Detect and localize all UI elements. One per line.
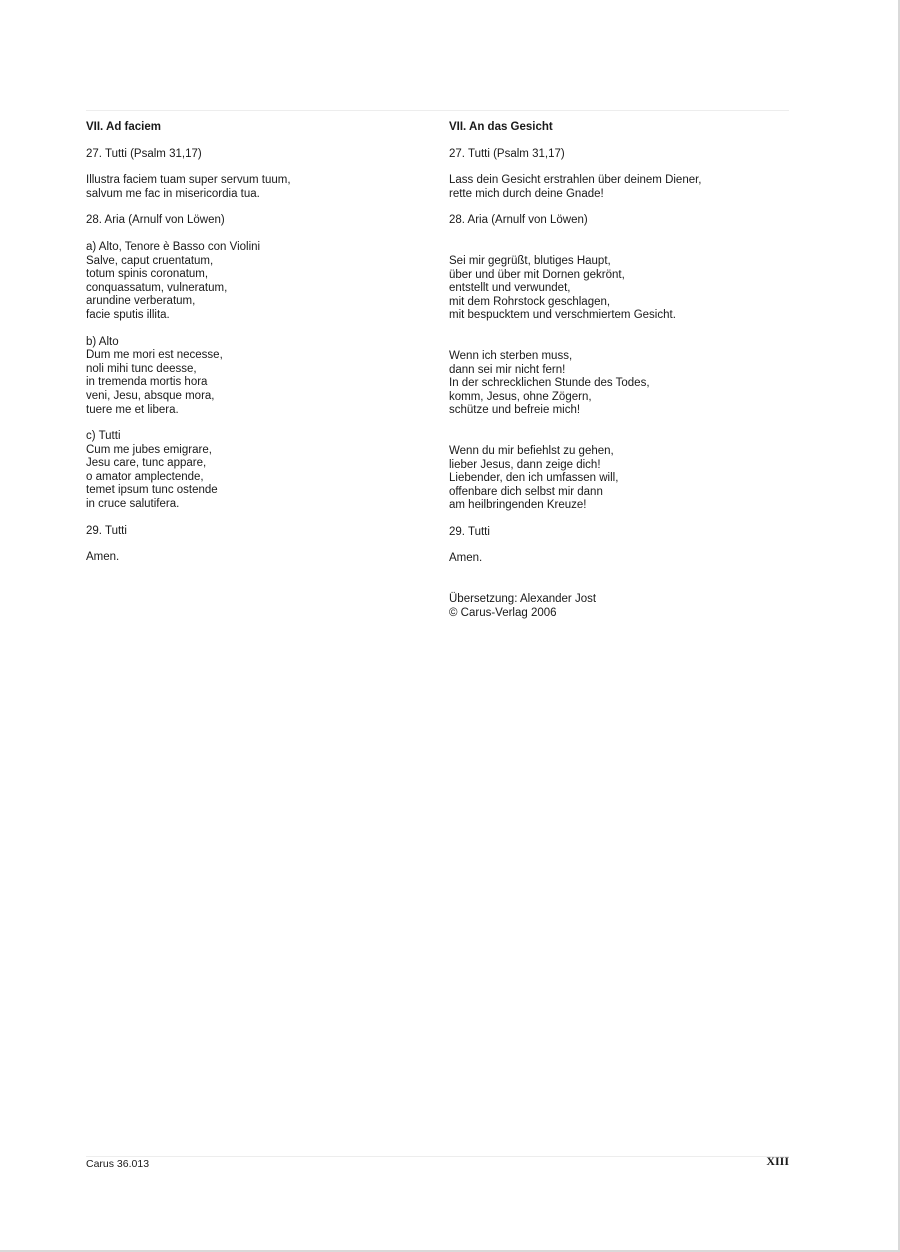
movement-27-text-de: Lass dein Gesicht erstrahlen über deinem Diener, rette mich durch deine Gnade! [449,174,702,200]
catalog-number: Carus 36.013 [86,1158,150,1170]
movement-27-title-de: 27. Tutti (Psalm 31,17) [449,147,565,160]
latin-column [86,121,416,578]
page-number: XIII [766,1154,789,1168]
german-column [449,121,779,633]
movement-27-text: Illustra faciem tuam super servum tuum, salvum me fac in misericordia tua. [86,174,291,200]
movement-27-title: 27. Tutti (Psalm 31,17) [86,147,202,160]
movement-28c-text-de: Wenn du mir befiehlst zu gehen, lieber Jesus, dann zeige dich! Liebender, den ich umfassen will, offenbare dich selbst mir dann am heilbringenden Kreuze! [449,444,619,512]
movement-29-title-de: 29. Tutti [449,525,490,538]
movement-28b-text: b) Alto Dum me mori est necesse, noli mihi tunc deesse, in tremenda mortis hora veni, Jesu, absque mora, tuere me et libera. [86,335,223,416]
movement-28-title: 28. Aria (Arnulf von Löwen) [86,214,225,227]
translation-credit: Übersetzung: Alexander Jost © Carus-Verlag 2006 [449,593,597,619]
movement-29-text-de: Amen. [449,552,483,565]
movement-28b-text-de: Wenn ich sterben muss, dann sei mir nicht fern! In der schrecklichen Stunde des Todes, komm, Jesus, ohne Zögern, schütze und befreie mich! [449,349,650,417]
movement-29-title: 29. Tutti [86,524,127,537]
section-heading-german: VII. An das Gesicht [449,121,553,133]
movement-29-text: Amen. [86,551,120,564]
movement-28-title-de: 28. Aria (Arnulf von Löwen) [449,214,588,227]
bottom-rule [86,1156,789,1157]
movement-28c-text: c) Tutti Cum me jubes emigrare, Jesu care, tunc appare, o amator amplectende, temet ipsum tunc ostende in cruce salutifera. [86,430,218,511]
section-heading-latin: VII. Ad faciem [86,121,161,133]
movement-28a-text: a) Alto, Tenore è Basso con Violini Salve, caput cruentatum, totum spinis coronatum, conquassatum, vulneratum, arundine verberatum, facie sputis illita. [86,240,261,321]
top-rule [86,110,789,111]
movement-28a-text-de: Sei mir gegrüßt, blutiges Haupt, über und über mit Dornen gekrönt, entstellt und verwundet, mit dem Rohrstock geschlagen, mit bespucktem und verschmiertem Gesicht. [449,254,676,322]
